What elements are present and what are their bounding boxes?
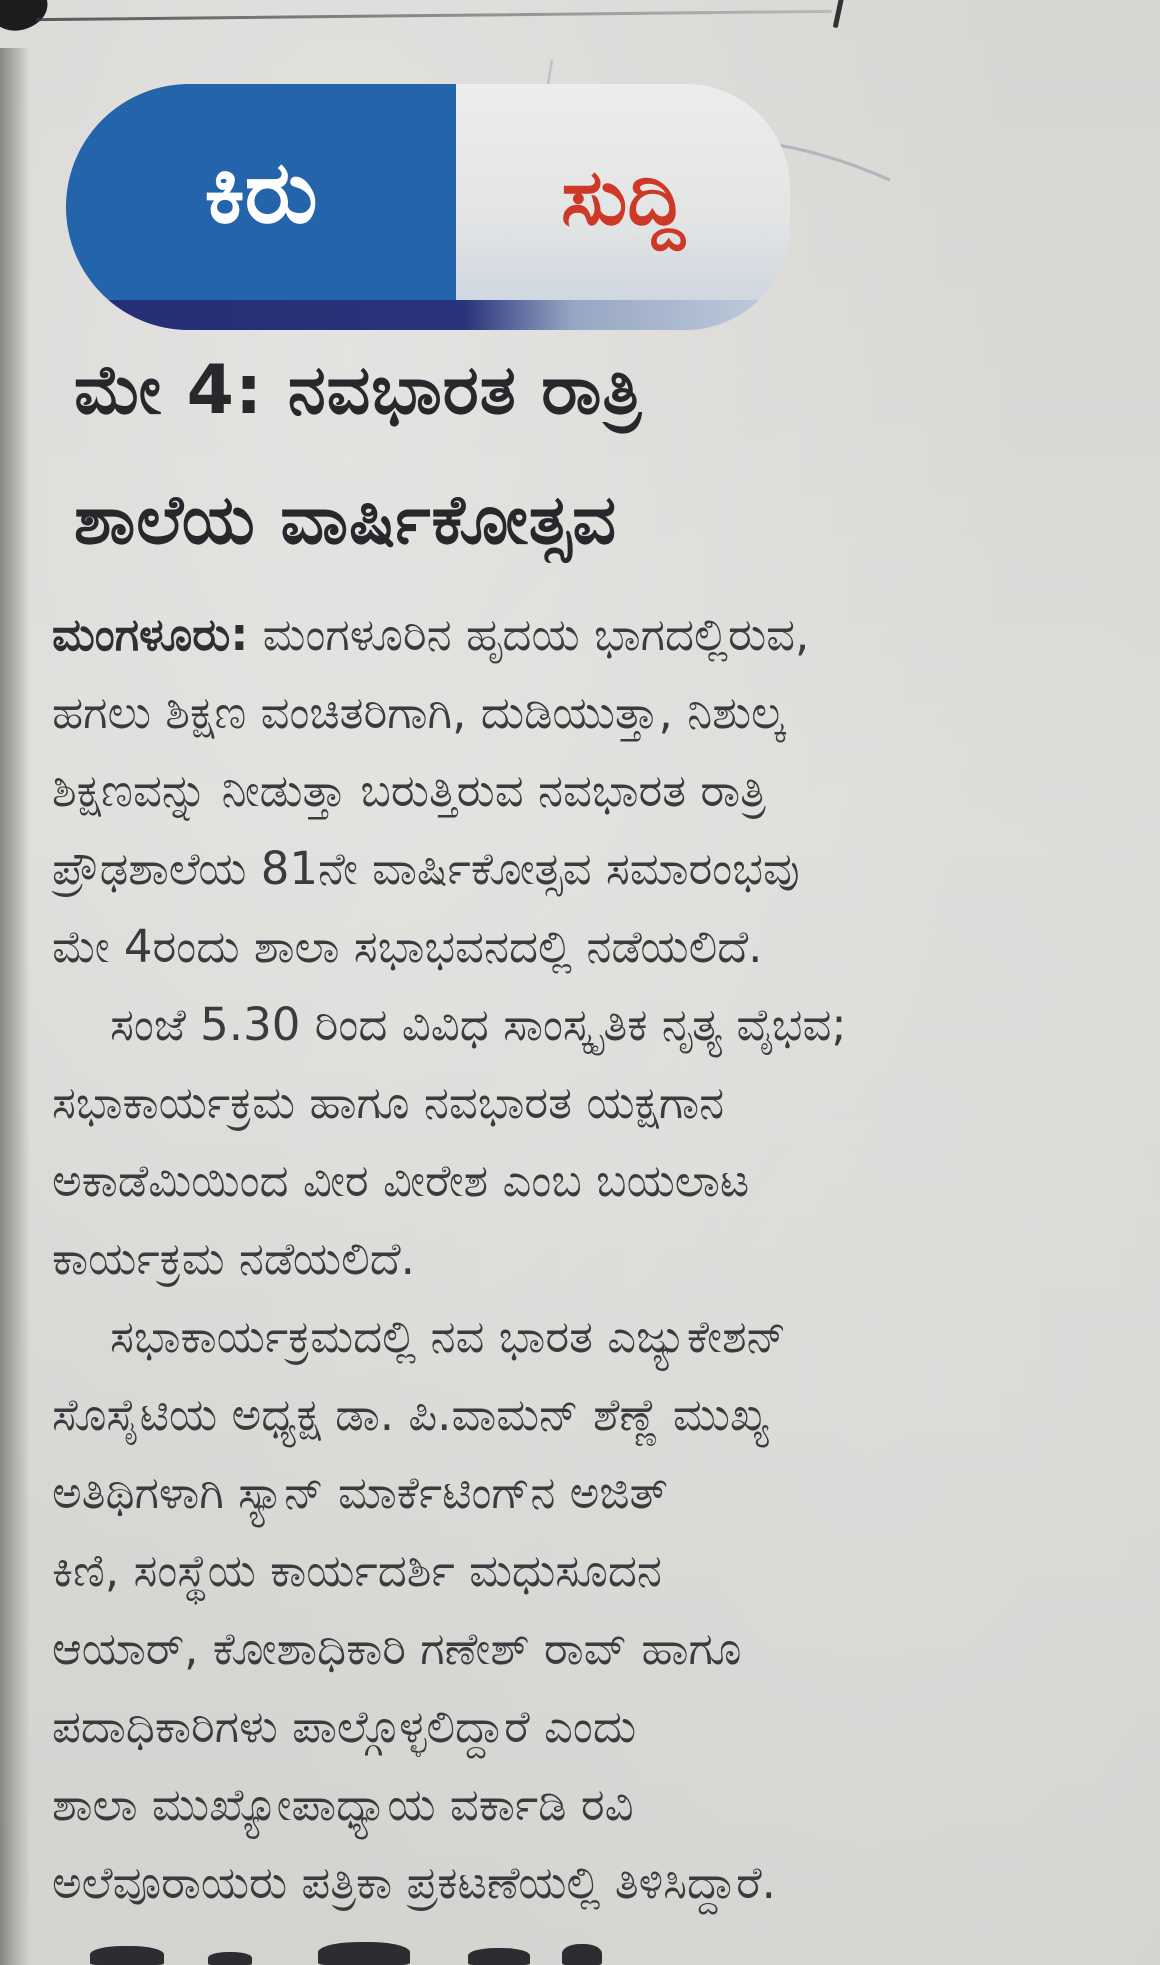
- article-line: ಕಾರ್ಯಕ್ರಮ ನಡೆಯಲಿದೆ.: [52, 1232, 415, 1285]
- dateline: ಮಂಗಳೂರು:: [52, 608, 249, 661]
- corner-ink-mark: [0, 0, 51, 34]
- article-line: ಅಲೆವೂರಾಯರು ಪತ್ರಿಕಾ ಪ್ರಕಟಣೆಯಲ್ಲಿ ತಿಳಿಸಿದ್ದಾರೆ.: [52, 1856, 776, 1909]
- headline-line: ಶಾಲೆಯ ವಾರ್ಷಿಕೋತ್ಸವ: [74, 481, 618, 560]
- article-line: ಸಭಾಕಾರ್ಯಕ್ರಮ ಹಾಗೂ ನವಭಾರತ ಯಕ್ಷಗಾನ: [52, 1076, 725, 1129]
- cropped-next-line: [468, 1948, 530, 1965]
- article-line: ಶಾಲಾ ಮುಖ್ಯೋಪಾಧ್ಯಾಯ ವರ್ಕಾಡಿ ರವಿ: [52, 1778, 634, 1831]
- cropped-next-line: [90, 1946, 164, 1965]
- headline: [74, 326, 1134, 586]
- paper-tick-mark: [833, 0, 845, 28]
- cropped-next-line: [318, 1942, 410, 1965]
- masthead-left-label: ಕಿರು: [204, 143, 318, 243]
- article-line: ಪ್ರೌಢಶಾಲೆಯ 81ನೇ ವಾರ್ಷಿಕೋತ್ಸವ ಸಮಾರಂಭವು: [52, 842, 800, 895]
- article-line: ಅತಿಥಿಗಳಾಗಿ ಸ್ಯಾನ್ ಮಾರ್ಕೆಟಿಂಗ್‌ನ ಅಜಿತ್: [52, 1466, 668, 1519]
- article-line: ಸೊಸೈಟಿಯ ಅಧ್ಯಕ್ಷ ಡಾ. ಪಿ.ವಾಮನ್ ಶೆಣ್ಣೆ ಮುಖ್ಯ: [52, 1388, 769, 1441]
- article-line: ಕಿಣಿ, ಸಂಸ್ಥೆಯ ಕಾರ್ಯದರ್ಶಿ ಮಧುಸೂದನ: [52, 1544, 662, 1597]
- article-line: ಹಗಲು ಶಿಕ್ಷಣ ವಂಚಿತರಿಗಾಗಿ, ದುಡಿಯುತ್ತಾ, ನಿಶುಲ್ಕ: [52, 686, 785, 739]
- article-line-text: ಮಂಗಳೂರಿನ ಹೃದಯ ಭಾಗದಲ್ಲಿರುವ,: [262, 608, 810, 661]
- masthead-right-label: ಸುದ್ದಿ: [561, 152, 685, 243]
- paper-crease-line: [36, 10, 832, 21]
- scan-edge-shadow: [0, 48, 30, 1965]
- headline-line: ಮೇ 4: ನವಭಾರತ ರಾತ್ರಿ: [74, 351, 643, 430]
- cropped-next-line: [208, 1952, 252, 1965]
- article-line: ಶಿಕ್ಷಣವನ್ನು ನೀಡುತ್ತಾ ಬರುತ್ತಿರುವ ನವಭಾರತ ರಾತ್ರಿ: [52, 764, 766, 817]
- article-line: ಸಂಜೆ 5.30 ರಿಂದ ವಿವಿಧ ಸಾಂಸ್ಕೃತಿಕ ನೃತ್ಯ ವೈಭವ;: [110, 998, 847, 1051]
- article-line: [52, 596, 1118, 674]
- cropped-next-line: [562, 1944, 602, 1965]
- article-line: ಆಯಾರ್, ಕೋಶಾಧಿಕಾರಿ ಗಣೇಶ್ ರಾವ್ ಹಾಗೂ: [52, 1622, 742, 1675]
- article-body: [52, 596, 1118, 1922]
- article-line: ಪದಾಧಿಕಾರಿಗಳು ಪಾಲ್ಗೊಳ್ಳಲಿದ್ದಾರೆ ಎಂದು: [52, 1700, 637, 1753]
- masthead-left-segment: [66, 84, 456, 330]
- article-line: ಸಭಾಕಾರ್ಯಕ್ರಮದಲ್ಲಿ ನವ ಭಾರತ ಎಜ್ಯುಕೇಶನ್: [110, 1310, 787, 1363]
- article-line: ಮೇ 4ರಂದು ಶಾಲಾ ಸಭಾಭವನದಲ್ಲಿ ನಡೆಯಲಿದೆ.: [52, 920, 763, 973]
- article-line: ಅಕಾಡೆಮಿಯಿಂದ ವೀರ ವೀರೇಶ ಎಂಬ ಬಯಲಾಟ: [52, 1154, 750, 1207]
- masthead: [66, 84, 790, 330]
- masthead-right-segment: [456, 84, 790, 330]
